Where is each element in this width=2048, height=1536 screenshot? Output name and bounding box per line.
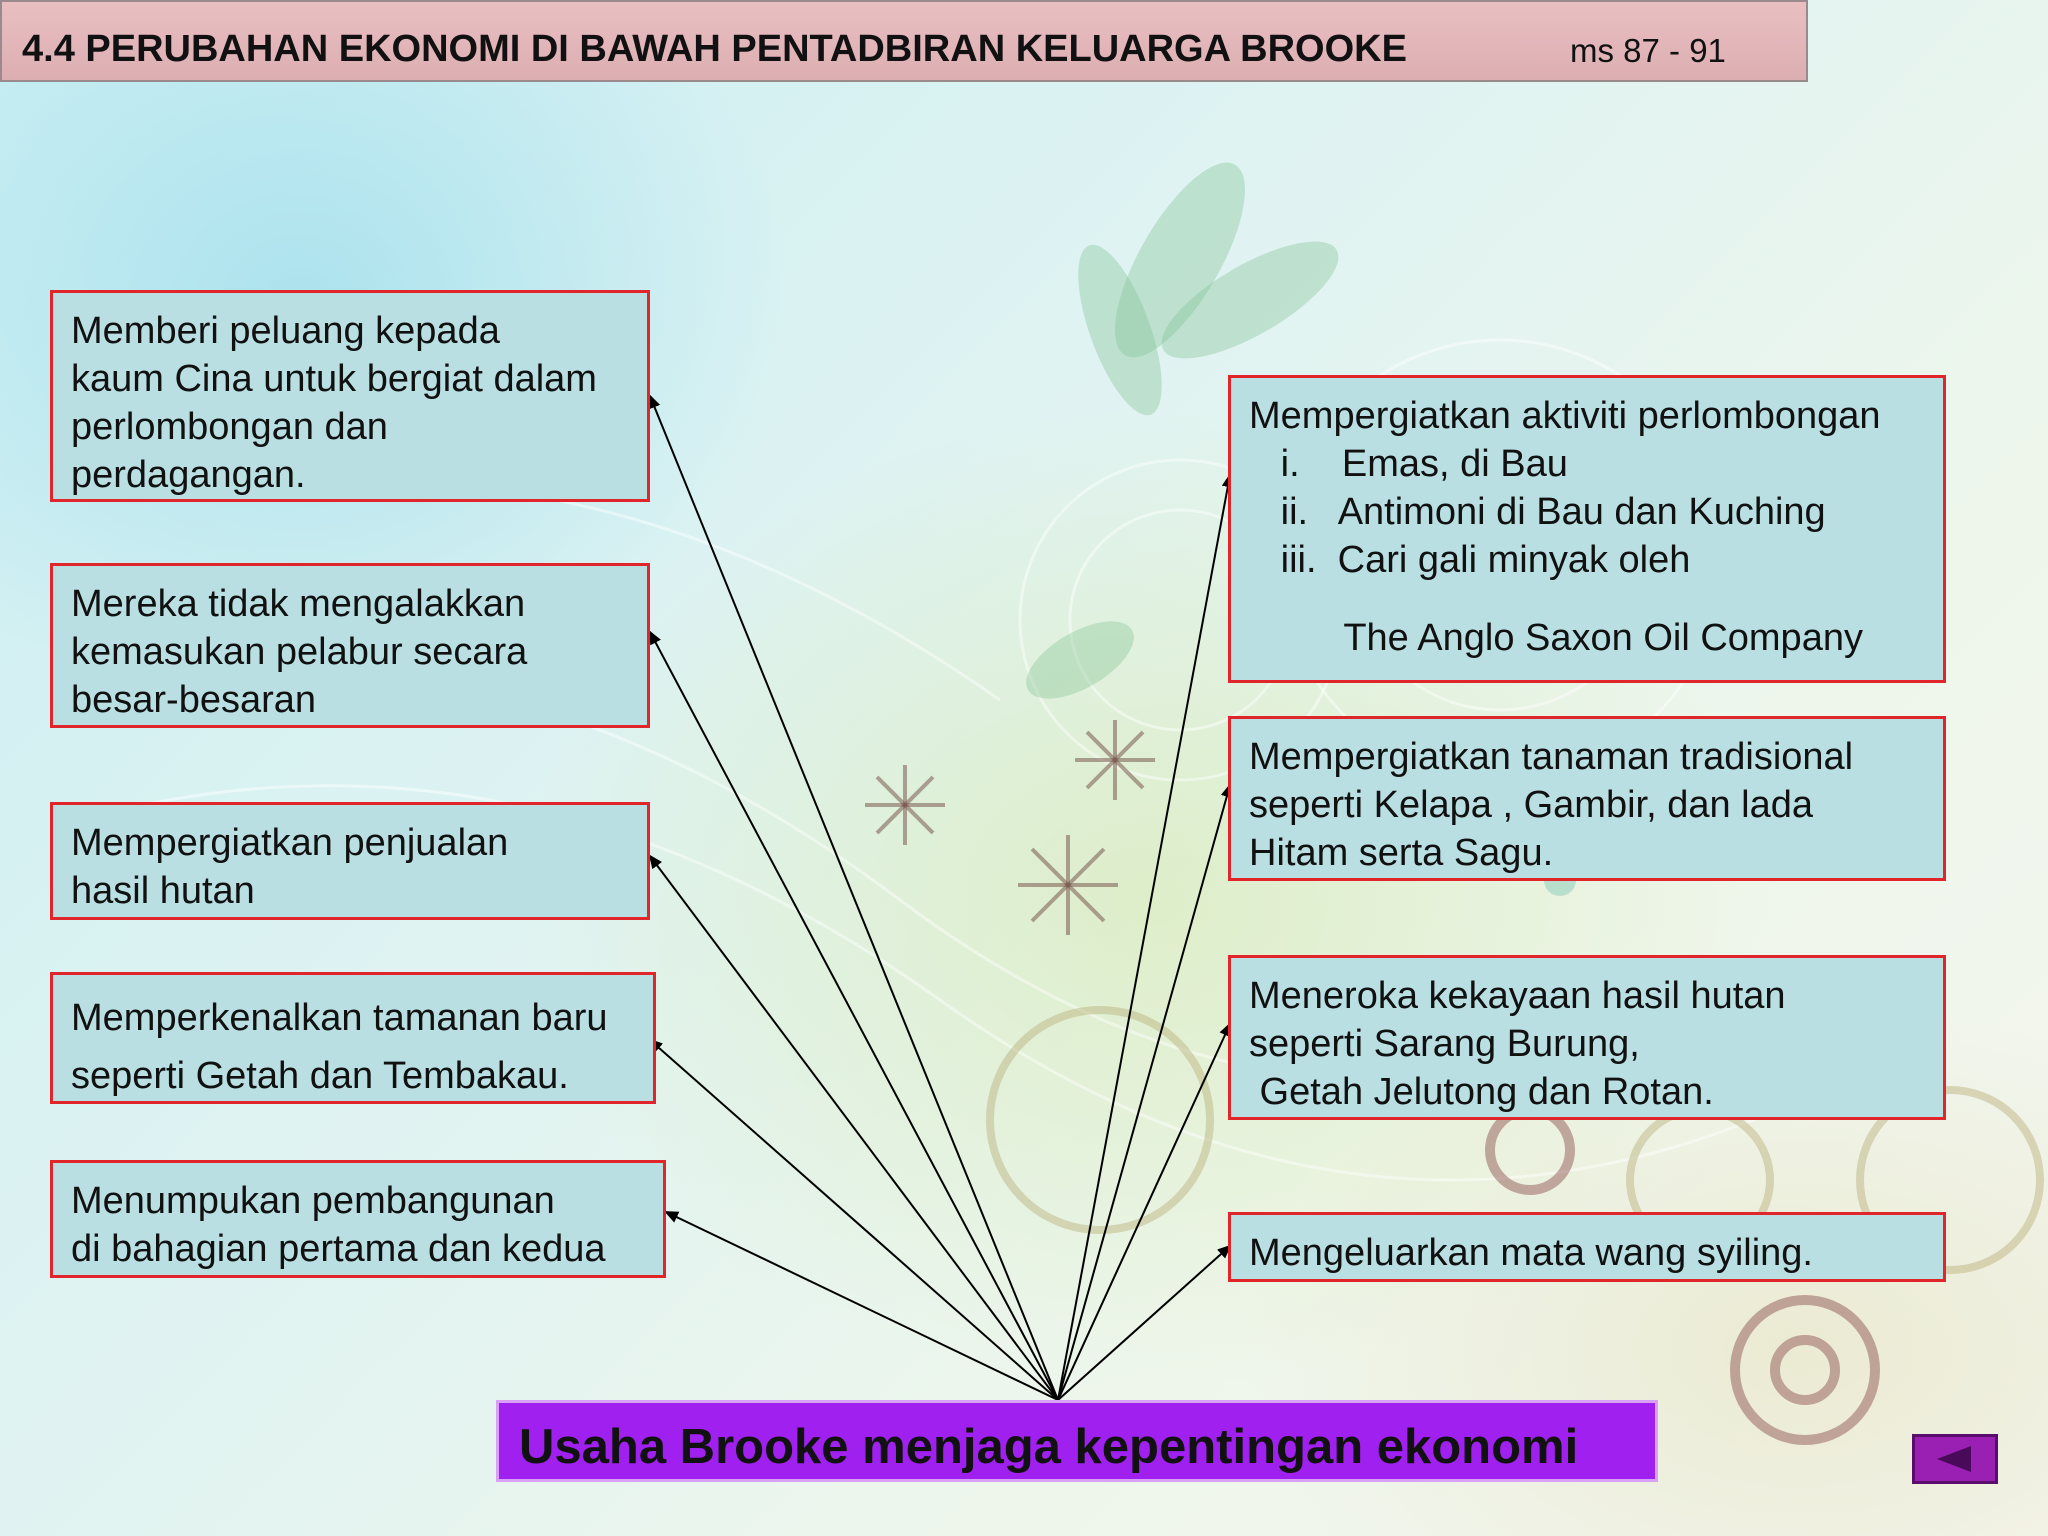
box-text-line: Mempergiatkan aktiviti perlombongan (1249, 395, 1881, 437)
box-text-line (1249, 584, 1925, 614)
box-text-line: hasil hutan (71, 870, 255, 912)
arrow-to-left-box-4 (650, 1040, 1058, 1400)
box-text-line: perlombongan dan (71, 406, 388, 448)
left-box-2 (50, 563, 650, 728)
box-text-line: seperti Sarang Burung, (1249, 1023, 1640, 1065)
box-text-line: seperti Kelapa , Gambir, dan lada (1249, 784, 1814, 826)
arrow-to-left-box-5 (666, 1212, 1058, 1400)
central-topic-box: Usaha Brooke menjaga kepentingan ekonomi (496, 1400, 1658, 1482)
left-box-4 (50, 972, 656, 1104)
box-text-line: Memberi peluang kepada (71, 310, 500, 352)
box-text-line: kaum Cina untuk bergiat dalam (71, 358, 597, 400)
box-text-line: Meneroka kekayaan hasil hutan (1249, 975, 1786, 1017)
right-box-3 (1228, 955, 1946, 1120)
arrow-to-left-box-2 (650, 632, 1058, 1400)
box-text-line: The Anglo Saxon Oil Company (1249, 617, 1863, 659)
arrow-to-right-box-4 (1058, 1246, 1230, 1400)
box-text-line: iii. Cari gali minyak oleh (1249, 539, 1691, 581)
box-text-line: i. Emas, di Bau (1249, 443, 1568, 485)
box-text-line: Mempergiatkan penjualan (71, 822, 509, 864)
right-box-4 (1228, 1212, 1946, 1282)
box-text-line: kemasukan pelabur secara (71, 631, 528, 673)
box-text-line: Mengeluarkan mata wang syiling. (1249, 1232, 1813, 1274)
arrow-to-left-box-1 (650, 396, 1058, 1400)
left-box-3 (50, 802, 650, 920)
box-text-line: Hitam serta Sagu. (1249, 832, 1554, 874)
box-text-line: Memperkenalkan tamanan baru (71, 997, 608, 1039)
arrow-to-right-box-3 (1058, 1024, 1230, 1400)
box-text-line: perdagangan. (71, 454, 306, 496)
arrow-to-right-box-1 (1058, 475, 1230, 1400)
arrow-to-left-box-3 (650, 856, 1058, 1400)
box-text-line: besar-besaran (71, 679, 317, 721)
left-triangle-icon (1937, 1446, 1971, 1472)
left-box-1 (50, 290, 650, 502)
box-text-line: Menumpukan pembangunan (71, 1180, 555, 1222)
box-text-line: Mempergiatkan tanaman tradisional (1249, 736, 1854, 778)
box-text-line: seperti Getah dan Tembakau. (71, 1055, 569, 1097)
right-box-2 (1228, 716, 1946, 881)
page-reference: ms 87 - 91 (1570, 32, 1726, 69)
box-text-line: Getah Jelutong dan Rotan. (1249, 1071, 1714, 1113)
box-text-line: ii. Antimoni di Bau dan Kuching (1249, 491, 1826, 533)
box-text-line: Mereka tidak mengalakkan (71, 583, 526, 625)
arrow-to-right-box-2 (1058, 785, 1230, 1400)
title-bar (0, 0, 1808, 82)
right-box-1 (1228, 375, 1946, 683)
back-button[interactable] (1912, 1434, 1998, 1484)
left-box-5 (50, 1160, 666, 1278)
page-title: 4.4 PERUBAHAN EKONOMI DI BAWAH PENTADBIRAN KELUARGA BROOKE (22, 28, 1407, 70)
box-text-line: di bahagian pertama dan kedua (71, 1228, 606, 1270)
